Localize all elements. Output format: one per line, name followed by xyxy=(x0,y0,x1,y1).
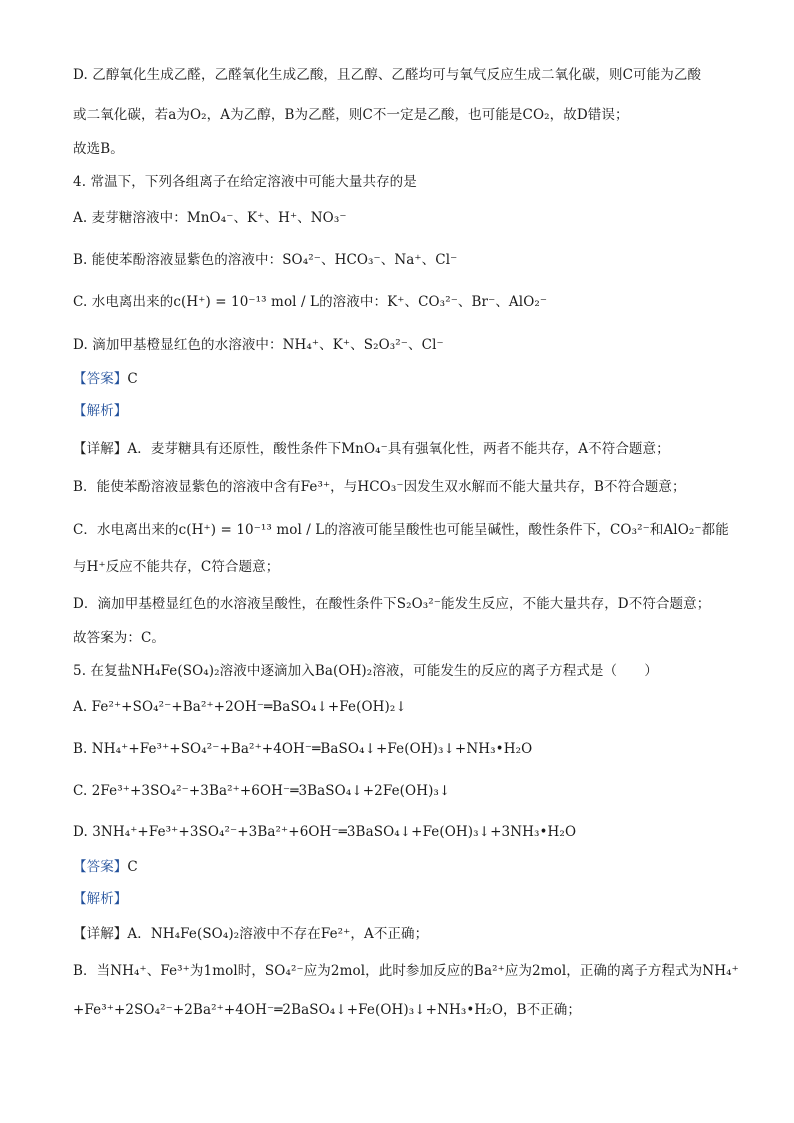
detail-tag: 【详解】 xyxy=(73,441,128,457)
q5-explain-a xyxy=(73,924,428,944)
q3-d-line2: 或二氧化碳，若a为O₂，A为乙醇，B为乙醛，则C不一定是乙酸，也可能是CO₂，故D错误； xyxy=(73,107,629,123)
q5-analysis-tag xyxy=(73,889,127,909)
q4-explain-a xyxy=(73,439,670,459)
q4-option-a: A. 麦芽糖溶液中：MnO₄⁻、K⁺、H⁺、NO₃⁻ xyxy=(73,210,347,226)
q5-stem: 5. 在复盐NH₄Fe(SO₄)₂溶液中逐滴加入Ba(OH)₂溶液，可能发生的反应的离子方程式是（ ） xyxy=(73,663,658,679)
detail-tag: 【详解】 xyxy=(73,926,128,942)
q4-conclusion: 故答案为：C。 xyxy=(73,630,166,646)
answer-value: C xyxy=(127,371,138,387)
q3-d-line1: D. 乙醇氧化生成乙醛，乙醛氧化生成乙酸，且乙醇、乙醛均可与氧气反应生成二氧化碳，则C可能为乙酸 xyxy=(73,67,702,83)
q5-explain-b2: +Fe³⁺+2SO₄²⁻+2Ba²⁺+4OH⁻═2BaSO₄↓+Fe(OH)₃↓+NH₃•H₂O，B不正确； xyxy=(73,1002,582,1018)
answer-tag: 【答案】 xyxy=(73,859,128,875)
q4-explain-b: B．能使苯酚溶液显紫色的溶液中含有Fe³⁺，与HCO₃⁻因发生双水解而不能大量共存，B不符合题意； xyxy=(73,479,686,495)
q4-explain-c2: 与H⁺反应不能共存，C符合题意； xyxy=(73,559,280,575)
q4-option-d: D. 滴加甲基橙显红色的水溶液中：NH₄⁺、K⁺、S₂O₃²⁻、Cl⁻ xyxy=(73,337,444,353)
q5-explain-b1: B．当NH₄⁺、Fe³⁺为1mol时，SO₄²⁻应为2mol，此时参加反应的Ba²⁺应为2mol，正确的离子方程式为NH₄⁺ xyxy=(73,963,739,979)
q4-answer-line xyxy=(73,369,138,389)
analysis-tag: 【解析】 xyxy=(73,403,128,419)
explain-text: A．NH₄Fe(SO₄)₂溶液中不存在Fe²⁺，A不正确； xyxy=(127,926,429,942)
q5-option-c: C. 2Fe³⁺+3SO₄²⁻+3Ba²⁺+6OH⁻═3BaSO₄↓+2Fe(OH)₃↓ xyxy=(73,783,451,799)
q4-stem: 4. 常温下，下列各组离子在给定溶液中可能大量共存的是 xyxy=(73,174,417,190)
q5-answer-line xyxy=(73,857,138,877)
explain-text: A．麦芽糖具有还原性，酸性条件下MnO₄⁻具有强氧化性，两者不能共存，A不符合题意； xyxy=(127,441,670,457)
q5-option-a: A. Fe²⁺+SO₄²⁻+Ba²⁺+2OH⁻═BaSO₄↓+Fe(OH)₂↓ xyxy=(73,699,407,715)
q4-explain-c1: C．水电离出来的c(H⁺) = 10⁻¹³ mol / L的溶液可能呈酸性也可能呈碱性，酸性条件下，CO₃²⁻和AlO₂⁻都能 xyxy=(73,522,729,538)
q5-option-b: B. NH₄⁺+Fe³⁺+SO₄²⁻+Ba²⁺+4OH⁻═BaSO₄↓+Fe(OH)₃↓+NH₃•H₂O xyxy=(73,741,533,757)
q4-analysis-tag xyxy=(73,401,127,421)
answer-value: C xyxy=(127,859,138,875)
q5-option-d: D. 3NH₄⁺+Fe³⁺+3SO₄²⁻+3Ba²⁺+6OH⁻═3BaSO₄↓+Fe(OH)₃↓+3NH₃•H₂O xyxy=(73,824,577,840)
q4-option-c: C. 水电离出来的c(H⁺) = 10⁻¹³ mol / L的溶液中：K⁺、CO₃²⁻、Br⁻、AlO₂⁻ xyxy=(73,294,548,310)
q3-conclusion: 故选B。 xyxy=(73,141,124,157)
q4-explain-d: D．滴加甲基橙显红色的水溶液呈酸性，在酸性条件下S₂O₃²⁻能发生反应，不能大量共存，D不符合题意； xyxy=(73,596,711,612)
answer-tag: 【答案】 xyxy=(73,371,128,387)
analysis-tag: 【解析】 xyxy=(73,891,128,907)
q4-option-b: B. 能使苯酚溶液显紫色的溶液中：SO₄²⁻、HCO₃⁻、Na⁺、Cl⁻ xyxy=(73,252,458,268)
